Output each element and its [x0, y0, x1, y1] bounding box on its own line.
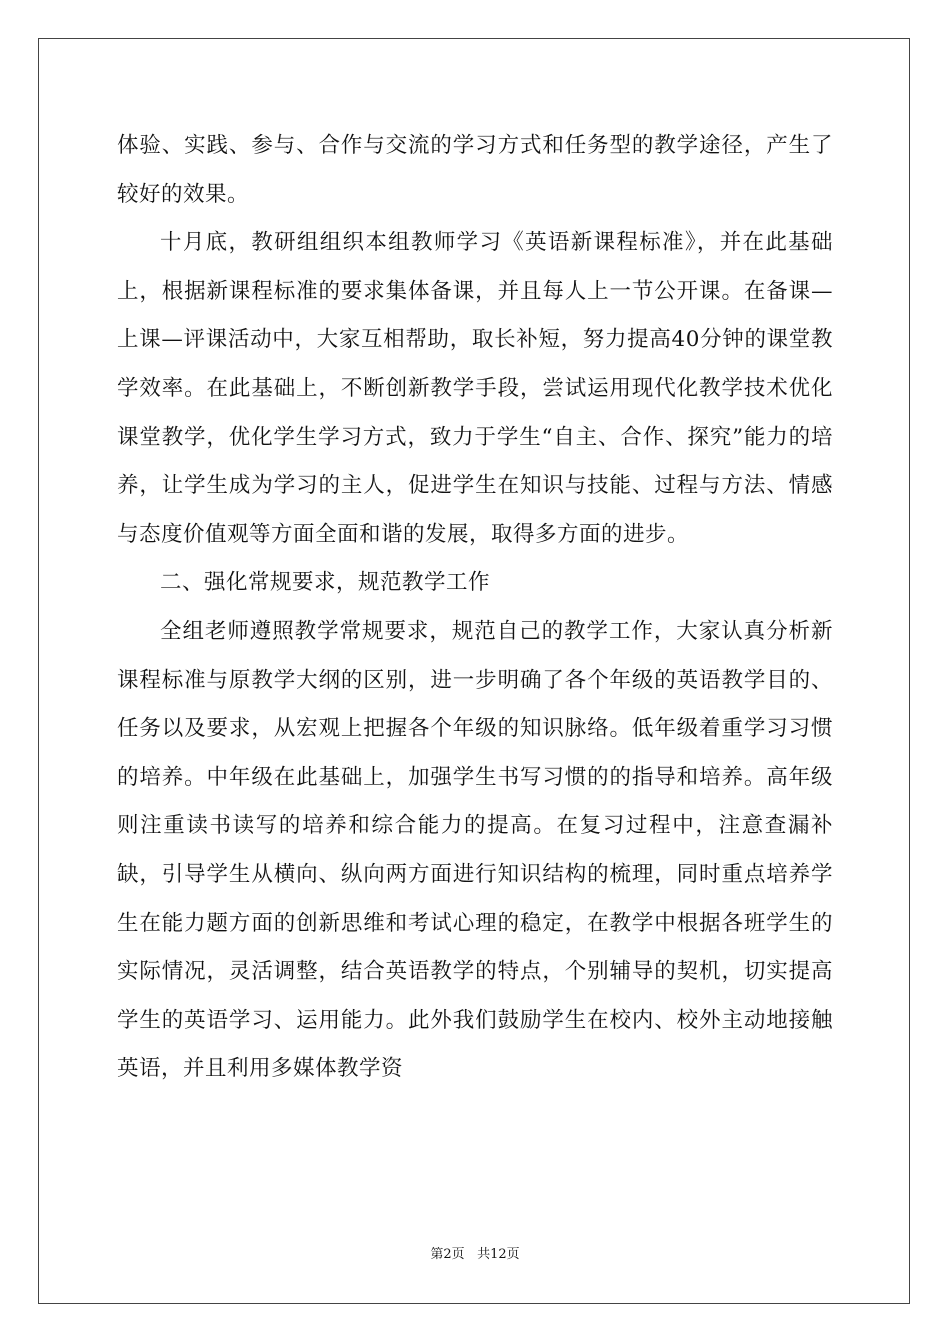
total-pages-label: 共12页 — [477, 1247, 520, 1262]
paragraph-2: 十月底，教研组组织本组教师学习《英语新课程标准》，并在此基础上，根据新课程标准的要求集体备课，并且每人上一节公开课。在备课—上课—评课活动中，大家互相帮助，取长补短，努力提高40分钟的课堂教学效率。在此基础上，不断创新教学手段，尝试运用现代化教学技术优化课堂教学，优化学生学习方式，致力于学生“自主、合作、探究”能力的培养，让学生成为学习的主人，促进学生在知识与技能、过程与方法、情感与态度价值观等方面全面和谐的发展，取得多方面的进步。 — [117, 230, 833, 547]
document-body — [117, 122, 833, 1094]
section-heading: 二、强化常规要求，规范教学工作 — [160, 570, 491, 596]
current-page-label: 第2页 — [430, 1247, 465, 1262]
page-footer — [0, 1247, 950, 1263]
paragraph-1: 体验、实践、参与、合作与交流的学习方式和任务型的教学途径，产生了较好的效果。 — [117, 133, 833, 207]
paragraph-3: 全组老师遵照教学常规要求，规范自己的教学工作，大家认真分析新课程标准与原教学大纲的区别，进一步明确了各个年级的英语教学目的、任务以及要求，从宏观上把握各个年级的知识脉络。低年级着重学习习惯的培养。中年级在此基础上，加强学生书写习惯的的指导和培养。高年级则注重读书读写的培养和综合能力的提高。在复习过程中，注意查漏补缺，引导学生从横向、纵向两方面进行知识结构的梳理，同时重点培养学生在能力题方面的创新思维和考试心理的稳定，在教学中根据各班学生的实际情况，灵活调整，结合英语教学的特点，个别辅导的契机，切实提高学生的英语学习、运用能力。此外我们鼓励学生在校内、校外主动地接触英语，并且利用多媒体教学资 — [117, 618, 833, 1082]
